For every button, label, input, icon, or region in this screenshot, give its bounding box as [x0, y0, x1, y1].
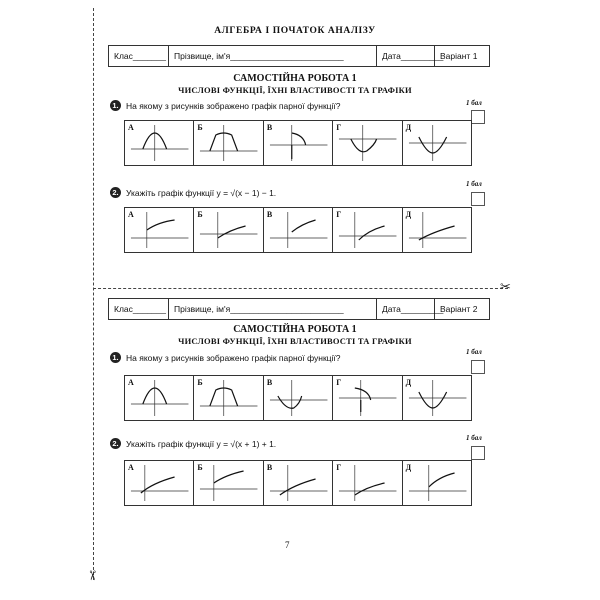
option-letter: Д	[405, 210, 412, 219]
graph-curve	[214, 471, 244, 483]
option-letter: А	[128, 463, 134, 472]
answer-box[interactable]	[471, 446, 485, 460]
option-letter: В	[266, 123, 273, 132]
class-field[interactable]: Клас_______	[109, 46, 169, 66]
graph-curve	[147, 220, 175, 230]
graph-curve	[280, 479, 316, 495]
option-4[interactable]	[333, 461, 402, 505]
graph-curve	[359, 226, 385, 240]
work-title: САМОСТІЙНА РОБОТА 1	[233, 73, 357, 84]
graph-axes	[270, 125, 328, 161]
graph-curve	[292, 133, 306, 159]
option-letter: Г	[336, 463, 342, 472]
question-number: 2.	[110, 438, 121, 449]
function-graph	[125, 461, 193, 505]
page-number: 7	[285, 540, 290, 550]
graph-axes	[200, 212, 258, 248]
option-letter: В	[266, 463, 273, 472]
function-graph	[125, 121, 193, 165]
options-row	[124, 207, 472, 253]
graph-axes	[200, 380, 258, 416]
graph-curve	[292, 220, 316, 232]
function-graph	[403, 376, 471, 420]
graph-axes	[131, 212, 189, 248]
option-2[interactable]	[194, 376, 263, 420]
option-letter: А	[128, 378, 134, 387]
vertical-cut-line	[93, 8, 94, 580]
work-subtitle: ЧИСЛОВІ ФУНКЦІЇ, ЇХНІ ВЛАСТИВОСТІ ТА ГРАФІКИ	[178, 85, 412, 95]
question-text: Укажіть графік функції y = √(x + 1) + 1.	[126, 438, 277, 449]
function-graph	[125, 208, 193, 252]
graph-axes	[200, 125, 258, 161]
work-subtitle: ЧИСЛОВІ ФУНКЦІЇ, ЇХНІ ВЛАСТИВОСТІ ТА ГРАФІКИ	[178, 336, 412, 346]
function-graph	[333, 461, 401, 505]
option-3[interactable]	[264, 208, 333, 252]
graph-curve	[355, 388, 371, 412]
option-2[interactable]	[194, 121, 263, 165]
function-graph	[194, 461, 262, 505]
variant-label: Варіант 2	[440, 304, 478, 314]
option-letter: Г	[336, 123, 342, 132]
question-number: 1.	[110, 100, 121, 111]
graph-curve	[351, 139, 377, 152]
option-letter: Г	[336, 210, 342, 219]
option-letter: Д	[405, 378, 412, 387]
answer-box[interactable]	[471, 110, 485, 124]
graph-axes	[131, 125, 189, 161]
function-graph	[333, 376, 401, 420]
option-5[interactable]	[403, 208, 471, 252]
option-letter: Д	[405, 123, 412, 132]
student-info-header-1	[108, 45, 490, 67]
question-number: 2.	[110, 187, 121, 198]
option-2[interactable]	[194, 461, 263, 505]
graph-axes	[200, 465, 258, 501]
horizontal-cut-line	[93, 288, 508, 289]
option-4[interactable]	[333, 208, 402, 252]
function-graph	[403, 121, 471, 165]
function-graph	[264, 376, 332, 420]
function-graph	[264, 121, 332, 165]
function-graph	[194, 208, 262, 252]
graph-axes	[339, 125, 397, 161]
answer-box[interactable]	[471, 360, 485, 374]
work-title: САМОСТІЙНА РОБОТА 1	[233, 324, 357, 335]
function-graph	[333, 121, 401, 165]
options-row	[124, 460, 472, 506]
option-1[interactable]	[125, 208, 194, 252]
question-number: 1.	[110, 352, 121, 363]
option-1[interactable]	[125, 461, 194, 505]
student-info-header-2	[108, 298, 490, 320]
question-text: Укажіть графік функції y = √(x − 1) − 1.	[126, 187, 277, 198]
option-4[interactable]	[333, 376, 402, 420]
graph-axes	[409, 380, 467, 416]
function-graph	[264, 208, 332, 252]
graph-axes	[339, 465, 397, 501]
class-field[interactable]: Клас_______	[109, 299, 169, 319]
function-graph	[403, 461, 471, 505]
option-letter: Б	[197, 463, 203, 472]
function-graph	[264, 461, 332, 505]
date-field[interactable]: Дата_________	[377, 299, 435, 319]
options-row	[124, 375, 472, 421]
scissors-icon: ✂	[83, 570, 99, 581]
option-letter: А	[128, 210, 134, 219]
option-letter: Б	[197, 378, 203, 387]
option-3[interactable]	[264, 376, 333, 420]
function-graph	[125, 376, 193, 420]
option-letter: В	[266, 210, 273, 219]
graph-axes	[409, 465, 467, 501]
option-1[interactable]	[125, 121, 194, 165]
question-2	[110, 438, 276, 449]
answer-box[interactable]	[471, 192, 485, 206]
scissors-icon: ✂	[500, 280, 511, 295]
graph-curve	[355, 483, 385, 495]
name-field[interactable]: Прізвище, ім'я________________________	[169, 299, 377, 319]
question-2	[110, 187, 276, 198]
option-5[interactable]	[403, 461, 471, 505]
date-field[interactable]: Дата_________	[377, 46, 435, 66]
score-label: 1 бал	[466, 99, 482, 107]
graph-axes	[270, 212, 328, 248]
option-letter: Б	[197, 123, 203, 132]
option-5[interactable]	[403, 376, 471, 420]
page-title: АЛГЕБРА І ПОЧАТОК АНАЛІЗУ	[214, 26, 376, 36]
option-4[interactable]	[333, 121, 402, 165]
option-3[interactable]	[264, 461, 333, 505]
options-row	[124, 120, 472, 166]
graph-axes	[131, 380, 189, 416]
graph-curve	[428, 473, 454, 487]
option-3[interactable]	[264, 121, 333, 165]
score-label: 1 бал	[466, 434, 482, 442]
score-label: 1 бал	[466, 348, 482, 356]
graph-axes	[339, 212, 397, 248]
function-graph	[333, 208, 401, 252]
question-1	[110, 352, 341, 363]
option-letter: Д	[405, 463, 412, 472]
graph-curve	[278, 396, 302, 408]
function-graph	[194, 121, 262, 165]
option-letter: А	[128, 123, 134, 132]
graph-axes	[131, 465, 189, 501]
graph-curve	[141, 477, 175, 493]
graph-axes	[409, 212, 467, 248]
option-letter: В	[266, 378, 273, 387]
graph-axes	[339, 380, 397, 416]
graph-axes	[270, 465, 328, 501]
option-5[interactable]	[403, 121, 471, 165]
function-graph	[403, 208, 471, 252]
question-text: На якому з рисунків зображено графік парної функції?	[126, 100, 341, 111]
graph-curve	[218, 226, 246, 238]
question-text: На якому з рисунків зображено графік парної функції?	[126, 352, 341, 363]
function-graph	[194, 376, 262, 420]
option-letter: Б	[197, 210, 203, 219]
name-field[interactable]: Прізвище, ім'я________________________	[169, 46, 377, 66]
question-1	[110, 100, 341, 111]
option-2[interactable]	[194, 208, 263, 252]
option-1[interactable]	[125, 376, 194, 420]
score-label: 1 бал	[466, 180, 482, 188]
graph-axes	[409, 125, 467, 161]
variant-label: Варіант 1	[440, 51, 478, 61]
option-letter: Г	[336, 378, 342, 387]
